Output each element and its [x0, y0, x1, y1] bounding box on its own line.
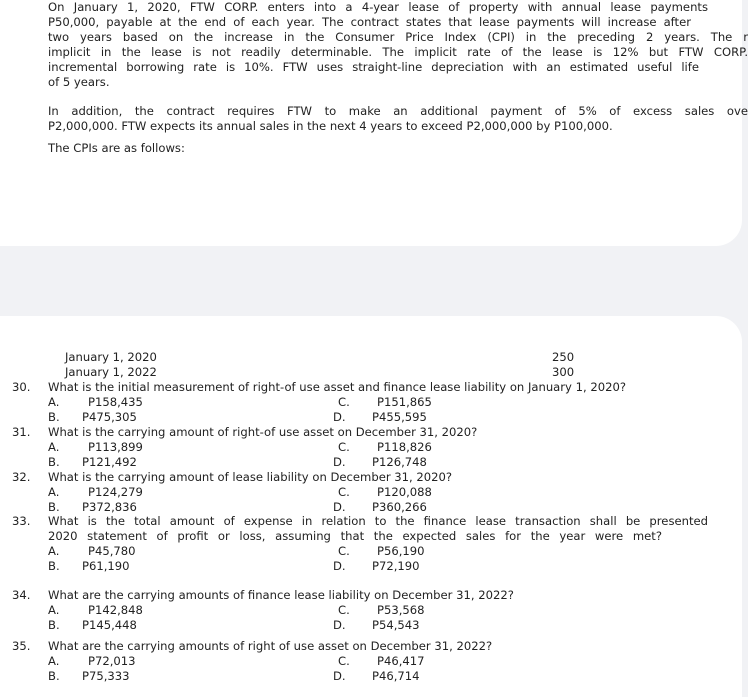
option-a: P158,435	[88, 395, 143, 409]
option-b: P61,190	[82, 559, 130, 573]
cpi-value: 300	[552, 365, 575, 379]
option-b: P75,333	[82, 669, 130, 683]
passage-line: incremental borrowing rate is 10%. FTW uses straight-line depreciation with an estimated useful life	[48, 60, 699, 74]
passage-line: P50,000, payable at the end of each year. The contract states that lease payments will increase after	[48, 15, 691, 29]
option-letter: D.	[333, 559, 346, 573]
question-text: What are the carrying amounts of finance lease liability on December 31, 2022?	[48, 588, 514, 602]
question-text: What is the carrying amount of lease liability on December 31, 2020?	[48, 470, 453, 484]
option-letter: D.	[333, 500, 346, 514]
question-number: 31.	[12, 425, 31, 439]
option-d: P46,714	[372, 669, 420, 683]
option-letter: B.	[48, 618, 60, 632]
question-text: What is the initial measurement of right-of use asset and finance lease liability on January 1, 2020?	[48, 380, 627, 394]
option-letter: D.	[333, 618, 346, 632]
option-b: P475,305	[82, 410, 137, 424]
passage-line: two years based on the increase in the Consumer Price Index (CPI) in the preceding 2 years. The r	[48, 30, 748, 44]
option-letter: B.	[48, 455, 60, 469]
option-c: P118,826	[377, 440, 432, 454]
option-a: P45,780	[88, 544, 136, 558]
option-letter: B.	[48, 559, 60, 573]
option-letter: B.	[48, 669, 60, 683]
option-letter: C.	[338, 485, 350, 499]
option-letter: A.	[48, 544, 60, 558]
option-letter: B.	[48, 500, 60, 514]
option-letter: A.	[48, 440, 60, 454]
option-letter: D.	[333, 455, 346, 469]
option-letter: C.	[338, 440, 350, 454]
option-a: P142,848	[88, 603, 143, 617]
cpi-date: January 1, 2022	[65, 365, 157, 379]
option-letter: D.	[333, 410, 346, 424]
option-c: P56,190	[377, 544, 425, 558]
option-letter: C.	[338, 395, 350, 409]
passage-line: of 5 years.	[48, 75, 110, 89]
option-d: P360,266	[372, 500, 427, 514]
option-letter: A.	[48, 603, 60, 617]
option-c: P53,568	[377, 603, 425, 617]
option-letter: C.	[338, 654, 350, 668]
question-text: What is the carrying amount of right-of use asset on December 31, 2020?	[48, 425, 478, 439]
option-c: P120,088	[377, 485, 432, 499]
option-d: P54,543	[372, 618, 420, 632]
question-number: 33.	[12, 514, 31, 528]
option-d: P455,595	[372, 410, 427, 424]
question-text: 2020 statement of profit or loss, assuming that the expected sales for the year were met?	[48, 529, 662, 543]
cpi-date: January 1, 2020	[65, 350, 157, 364]
option-b: P121,492	[82, 455, 137, 469]
option-letter: A.	[48, 654, 60, 668]
passage-line: On January 1, 2020, FTW CORP. enters into a 4-year lease of property with annual lease payments	[48, 0, 708, 14]
question-number: 30.	[12, 380, 31, 394]
addition-line: In addition, the contract requires FTW to make an additional payment of 5% of excess sales ove	[48, 104, 748, 118]
question-text: What are the carrying amounts of right of use asset on December 31, 2022?	[48, 639, 493, 653]
option-letter: C.	[338, 603, 350, 617]
question-number: 32.	[12, 470, 31, 484]
option-letter: A.	[48, 395, 60, 409]
option-d: P72,190	[372, 559, 420, 573]
option-a: P72,013	[88, 654, 136, 668]
option-d: P126,748	[372, 455, 427, 469]
option-a: P113,899	[88, 440, 143, 454]
option-c: P151,865	[377, 395, 432, 409]
option-a: P124,279	[88, 485, 143, 499]
cpi-intro: The CPIs are as follows:	[48, 141, 185, 155]
option-letter: B.	[48, 410, 60, 424]
question-text: What is the total amount of expense in relation to the finance lease transaction shall be presented	[48, 514, 708, 528]
cpi-value: 250	[552, 350, 575, 364]
option-b: P145,448	[82, 618, 137, 632]
option-letter: C.	[338, 544, 350, 558]
option-c: P46,417	[377, 654, 425, 668]
passage-line: implicit in the lease is not readily determinable. The implicit rate of the lease is 12% but FTW CORP.	[48, 45, 748, 59]
addition-line: P2,000,000. FTW expects its annual sales in the next 4 years to exceed P2,000,000 by P100,000.	[48, 119, 613, 133]
option-letter: A.	[48, 485, 60, 499]
option-letter: D.	[333, 669, 346, 683]
option-b: P372,836	[82, 500, 137, 514]
question-number: 35.	[12, 639, 31, 653]
question-number: 34.	[12, 588, 31, 602]
